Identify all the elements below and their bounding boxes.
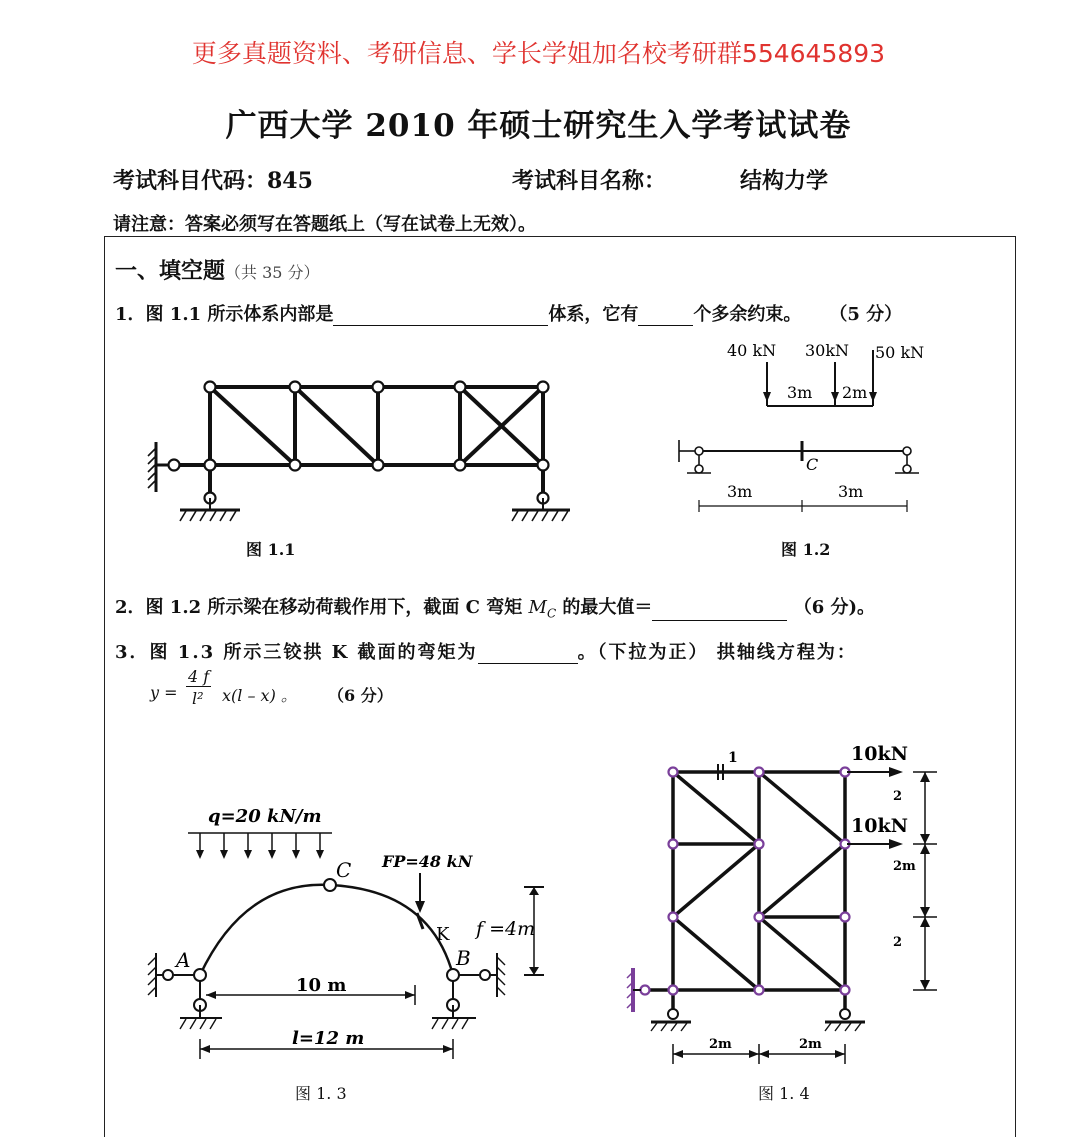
q3-score: （6 分）	[328, 686, 393, 705]
width-1-label: 2m	[709, 1037, 732, 1052]
question-2	[115, 593, 875, 621]
q1-text-a: 1．图 1.1 所示体系内部是	[115, 304, 334, 325]
q1-blank-1	[333, 307, 548, 326]
figure-1-1	[140, 370, 580, 530]
formula-rest: x(l – x) 。	[222, 686, 297, 705]
q2-score: （6 分)。	[793, 597, 876, 618]
load-50kn-label: 50 kN	[875, 343, 925, 362]
formula-y: y =	[150, 683, 178, 702]
support-b-label: B	[456, 946, 471, 970]
load-40kn-label: 40 kN	[727, 341, 777, 360]
point-load-label: FP=48 kN	[382, 852, 473, 871]
subject-name-label: 考试科目名称：	[512, 168, 667, 194]
section-heading	[115, 254, 320, 285]
q3-blank	[478, 645, 578, 664]
figure-1-3	[140, 795, 570, 1075]
q1-text-c: 个多余约束。	[693, 304, 802, 325]
caption-1-3: 图 1. 3	[295, 1084, 347, 1103]
load-mid-label: 10kN	[851, 815, 908, 837]
subject-name: 结构力学	[740, 168, 829, 194]
q3-text-a: 3．图 1.3 所示三铰拱 K 截面的弯矩为	[115, 642, 478, 663]
question-1	[115, 300, 902, 326]
q1-score: （5 分）	[829, 304, 903, 325]
formula-denominator: l²	[192, 689, 204, 708]
caption-1-1: 图 1.1	[246, 540, 296, 559]
load-top-label: 10kN	[851, 743, 908, 765]
load-30kn-label: 30kN	[805, 341, 850, 360]
member-1-label: 1	[728, 750, 738, 766]
q3-text-b: 。（下拉为正） 拱轴线方程为：	[577, 642, 857, 663]
spacing-3m-label: 3m	[787, 383, 813, 402]
section-c-label: C	[806, 455, 819, 474]
figure-1-2	[665, 336, 935, 521]
rise-f-label: f =4m	[476, 918, 536, 940]
q1-text-b: 体系，它有	[548, 304, 639, 325]
q2-text-a: 2．图 1.2 所示梁在移动荷载作用下，截面 C 弯矩	[115, 597, 523, 618]
exam-title: 广西大学 2010 年硕士研究生入学考试试卷	[225, 108, 852, 144]
q1-blank-2	[638, 307, 693, 326]
formula-numerator: 4 f	[188, 667, 210, 686]
span-l-label: l=12 m	[292, 1028, 365, 1049]
span-left-label: 3m	[727, 482, 753, 501]
width-2-label: 2m	[799, 1037, 822, 1052]
question-3	[115, 638, 857, 664]
section-k-label: K	[436, 924, 450, 945]
notice: 请注意：答案必须写在答题纸上（写在试卷上无效）。	[113, 214, 536, 235]
height-3-label: 2	[893, 935, 903, 950]
section-title: 一、填空题	[115, 258, 226, 284]
q2-blank	[652, 602, 787, 621]
spacing-2m-label: 2m	[842, 383, 868, 402]
height-2-label: 2m	[893, 859, 916, 874]
height-1-label: 2	[893, 789, 903, 804]
caption-1-4: 图 1. 4	[758, 1084, 810, 1103]
promo-banner: 更多真题资料、考研信息、学长学姐加名校考研群554645893	[191, 39, 886, 68]
section-points: （共 35 分）	[225, 263, 320, 282]
support-a-label: A	[176, 948, 191, 972]
crown-hinge-c-label: C	[336, 858, 352, 882]
q2-text-b: 的最大值＝	[562, 597, 653, 618]
distributed-load-label: q=20 kN/m	[208, 806, 322, 827]
caption-1-2: 图 1.2	[781, 540, 831, 559]
q2-moment-subscript: C	[546, 606, 557, 621]
span-right-label: 3m	[838, 482, 864, 501]
figure-1-4	[625, 742, 955, 1072]
subject-code: 考试科目代码：845	[113, 168, 313, 194]
q2-moment-symbol: M	[528, 597, 547, 618]
dimension-10m-label: 10 m	[296, 975, 347, 996]
